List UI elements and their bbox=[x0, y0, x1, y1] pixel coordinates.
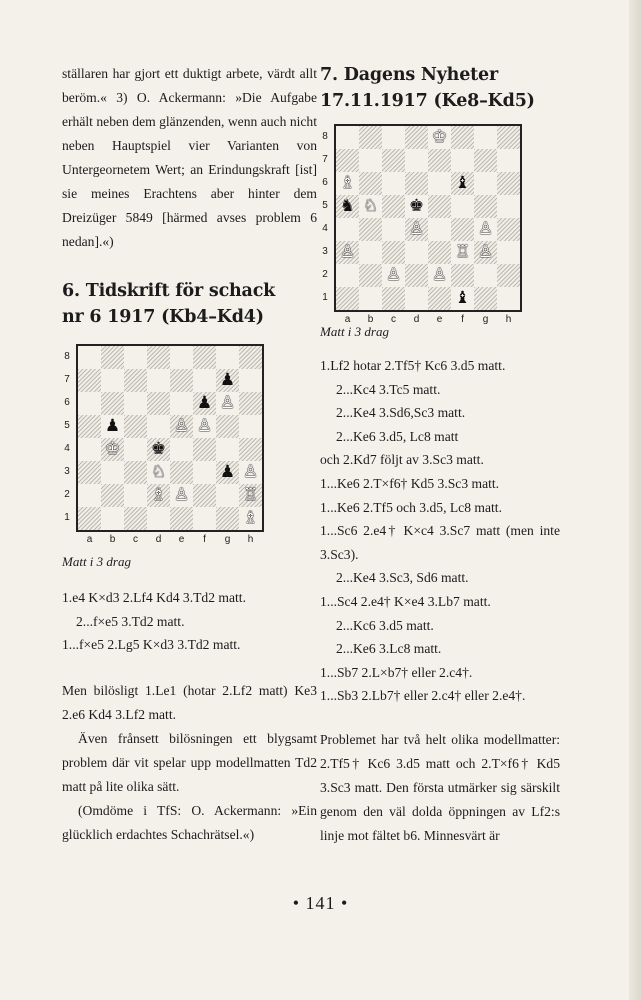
square-d4 bbox=[147, 438, 170, 461]
square-c3 bbox=[124, 461, 147, 484]
square-d7 bbox=[405, 149, 428, 172]
white-king-icon: ♔ bbox=[104, 439, 121, 459]
square-h1 bbox=[239, 507, 262, 530]
square-f6 bbox=[193, 392, 216, 415]
square-a8 bbox=[336, 126, 359, 149]
square-h5 bbox=[497, 195, 520, 218]
square-b1 bbox=[359, 287, 382, 310]
square-f8 bbox=[193, 346, 216, 369]
square-e3 bbox=[428, 241, 451, 264]
square-g7 bbox=[216, 369, 239, 392]
square-h6 bbox=[239, 392, 262, 415]
square-a1 bbox=[336, 287, 359, 310]
square-g2 bbox=[216, 484, 239, 507]
white-pawn-icon: ♙ bbox=[431, 265, 448, 285]
square-g2 bbox=[474, 264, 497, 287]
white-pawn-icon: ♙ bbox=[196, 416, 213, 436]
white-bishop-icon: ♗ bbox=[339, 173, 356, 193]
square-b2 bbox=[101, 484, 124, 507]
black-pawn-icon: ♟ bbox=[196, 393, 213, 413]
right-column bbox=[320, 62, 560, 848]
file-label: h bbox=[247, 534, 254, 545]
square-e5 bbox=[170, 415, 193, 438]
square-d3 bbox=[405, 241, 428, 264]
square-g7 bbox=[474, 149, 497, 172]
square-g8 bbox=[216, 346, 239, 369]
black-king-icon: ♚ bbox=[408, 196, 425, 216]
square-b2 bbox=[359, 264, 382, 287]
square-e5 bbox=[428, 195, 451, 218]
square-h7 bbox=[497, 149, 520, 172]
square-f2 bbox=[193, 484, 216, 507]
white-knight-icon: ♘ bbox=[362, 196, 379, 216]
square-b3 bbox=[359, 241, 382, 264]
file-label: g bbox=[482, 314, 489, 325]
square-f3 bbox=[193, 461, 216, 484]
rank-label: 5 bbox=[64, 420, 70, 431]
white-pawn-icon: ♙ bbox=[173, 416, 190, 436]
square-a7 bbox=[78, 369, 101, 392]
square-a2 bbox=[336, 264, 359, 287]
rank-label: 1 bbox=[64, 512, 70, 523]
square-c4 bbox=[124, 438, 147, 461]
problem-7-caption: Matt i 3 drag bbox=[320, 324, 389, 339]
problem-7-heading-line1: 7. Dagens Nyheter bbox=[320, 65, 498, 85]
comment-paragraph: Även frånsett bilösningen ett blygsamt problem där vit spelar upp modellmatten Td2 matt på lite olika sätt. bbox=[62, 730, 317, 794]
solution-line: 1...f×e5 2.Lg5 K×d3 3.Td2 matt. bbox=[62, 637, 241, 653]
rank-label: 3 bbox=[322, 246, 328, 257]
white-knight-icon: ♘ bbox=[150, 462, 167, 482]
white-pawn-icon: ♙ bbox=[242, 462, 259, 482]
solution-line: 2...Ke4 3.Sc3, Sd6 matt. bbox=[336, 570, 469, 586]
square-e1 bbox=[170, 507, 193, 530]
rank-label: 4 bbox=[64, 443, 70, 454]
left-column bbox=[62, 62, 317, 847]
file-label: d bbox=[155, 534, 162, 545]
chessboard-7 bbox=[334, 124, 522, 312]
white-bishop-icon: ♗ bbox=[242, 508, 259, 528]
square-d5 bbox=[405, 195, 428, 218]
chessboard-6 bbox=[76, 344, 264, 532]
solution-line: 1.Lf2 hotar 2.Tf5† Kc6 3.d5 matt. bbox=[320, 358, 506, 373]
square-a4 bbox=[78, 438, 101, 461]
rank-label: 5 bbox=[322, 200, 328, 211]
solution-line: 1.e4 K×d3 2.Lf4 Kd4 3.Td2 matt. bbox=[62, 590, 246, 605]
solution-line: 1...Sb3 2.Lb7† eller 2.c4† eller 2.e4†. bbox=[320, 688, 526, 704]
square-b5 bbox=[101, 415, 124, 438]
square-b8 bbox=[359, 126, 382, 149]
solution-line: 1...Sc6 2.e4† K×c4 3.Sc7 matt (men inte 3.Sc3). bbox=[320, 523, 560, 562]
square-h4 bbox=[239, 438, 262, 461]
solution-line: 2...Ke6 3.Lc8 matt. bbox=[336, 641, 442, 657]
page-number: • 141 • bbox=[292, 893, 349, 913]
file-label: c bbox=[133, 534, 138, 545]
square-c6 bbox=[382, 172, 405, 195]
file-label: b bbox=[367, 314, 374, 325]
square-f8 bbox=[451, 126, 474, 149]
solution-line: 2...f×e5 3.Td2 matt. bbox=[76, 613, 185, 629]
square-g1 bbox=[216, 507, 239, 530]
problem-7-diagram bbox=[320, 114, 560, 324]
white-pawn-icon: ♙ bbox=[477, 242, 494, 262]
square-a5 bbox=[336, 195, 359, 218]
square-h4 bbox=[497, 218, 520, 241]
square-h3 bbox=[497, 241, 520, 264]
file-label: e bbox=[436, 314, 443, 325]
square-e1 bbox=[428, 287, 451, 310]
solution-line: 2...Kc6 3.d5 matt. bbox=[336, 617, 434, 633]
square-f4 bbox=[193, 438, 216, 461]
square-c5 bbox=[124, 415, 147, 438]
square-c8 bbox=[124, 346, 147, 369]
square-e7 bbox=[428, 149, 451, 172]
square-g6 bbox=[216, 392, 239, 415]
square-c2 bbox=[382, 264, 405, 287]
square-c7 bbox=[382, 149, 405, 172]
solution-line: 2...Kc4 3.Tc5 matt. bbox=[336, 381, 441, 397]
square-b7 bbox=[101, 369, 124, 392]
rank-label: 6 bbox=[64, 397, 70, 408]
problem-7-heading-line2: 17.11.1917 (Ke8–Kd5) bbox=[320, 91, 535, 111]
square-f5 bbox=[451, 195, 474, 218]
square-d4 bbox=[405, 218, 428, 241]
square-c2 bbox=[124, 484, 147, 507]
white-rook-icon: ♖ bbox=[242, 485, 259, 505]
white-pawn-icon: ♙ bbox=[219, 393, 236, 413]
problem-6-heading-line2: nr 6 1917 (Kb4–Kd4) bbox=[62, 307, 264, 327]
file-label: a bbox=[344, 314, 351, 325]
square-h6 bbox=[497, 172, 520, 195]
rank-label: 2 bbox=[64, 489, 70, 500]
problem-6-heading-line1: 6. Tidskrift för schack bbox=[62, 281, 276, 301]
square-d8 bbox=[147, 346, 170, 369]
square-f3 bbox=[451, 241, 474, 264]
square-a7 bbox=[336, 149, 359, 172]
square-b1 bbox=[101, 507, 124, 530]
square-h8 bbox=[239, 346, 262, 369]
square-c1 bbox=[382, 287, 405, 310]
problem-7-solution bbox=[320, 354, 560, 708]
file-label: f bbox=[203, 534, 206, 545]
square-g8 bbox=[474, 126, 497, 149]
black-pawn-icon: ♟ bbox=[104, 416, 121, 436]
file-label: a bbox=[86, 534, 93, 545]
square-a3 bbox=[78, 461, 101, 484]
square-d3 bbox=[147, 461, 170, 484]
square-h2 bbox=[497, 264, 520, 287]
problem-6-solution bbox=[62, 586, 317, 657]
square-g4 bbox=[216, 438, 239, 461]
square-b4 bbox=[359, 218, 382, 241]
square-d5 bbox=[147, 415, 170, 438]
square-h2 bbox=[239, 484, 262, 507]
rank-label: 7 bbox=[64, 374, 70, 385]
square-e2 bbox=[428, 264, 451, 287]
square-c8 bbox=[382, 126, 405, 149]
solution-line: 1...Sc4 2.e4† K×e4 3.Lb7 matt. bbox=[320, 593, 491, 609]
page-edge bbox=[629, 0, 641, 1000]
square-a3 bbox=[336, 241, 359, 264]
black-pawn-icon: ♟ bbox=[219, 462, 236, 482]
square-d2 bbox=[405, 264, 428, 287]
file-label: h bbox=[505, 314, 512, 325]
square-e4 bbox=[170, 438, 193, 461]
black-bishop-icon: ♝ bbox=[454, 288, 471, 308]
square-h8 bbox=[497, 126, 520, 149]
black-king-icon: ♚ bbox=[150, 439, 167, 459]
square-e3 bbox=[170, 461, 193, 484]
square-e8 bbox=[428, 126, 451, 149]
square-f1 bbox=[193, 507, 216, 530]
square-a6 bbox=[78, 392, 101, 415]
square-g5 bbox=[216, 415, 239, 438]
intro-paragraph: ställaren har gjort ett duktigt arbete, värdt allt beröm.« 3) O. Ackermann: »Die Aufgabe erhält neben dem glänzenden, wenn auch nicht neben Hauptspiel vier Varianten von Untergeornetem Wert; an Erindungskraft [ist] sie meines Erachtens aber hinter dem Dreizüger 5849 [härmed avses problem 6 nedan].«) bbox=[62, 66, 317, 249]
file-label: b bbox=[109, 534, 116, 545]
rank-label: 8 bbox=[322, 131, 328, 142]
square-h7 bbox=[239, 369, 262, 392]
square-a1 bbox=[78, 507, 101, 530]
closing-paragraph: Problemet har två helt olika modellmatter: 2.Tf5† Kc6 3.d5 matt och 2.T×f6† Kd5 3.Sc3 matt. Den första utmärker sig särskilt genom den väl dolda öppningen av Lf2:s linje mot fältet b6. Minnesvärt är bbox=[320, 731, 560, 843]
square-e7 bbox=[170, 369, 193, 392]
square-c3 bbox=[382, 241, 405, 264]
square-f2 bbox=[451, 264, 474, 287]
square-b6 bbox=[359, 172, 382, 195]
rank-label: 8 bbox=[64, 351, 70, 362]
square-f4 bbox=[451, 218, 474, 241]
square-e6 bbox=[170, 392, 193, 415]
square-g3 bbox=[474, 241, 497, 264]
square-g5 bbox=[474, 195, 497, 218]
square-c6 bbox=[124, 392, 147, 415]
problem-6-caption: Matt i 3 drag bbox=[62, 554, 131, 569]
black-knight-icon: ♞ bbox=[339, 196, 356, 216]
square-g1 bbox=[474, 287, 497, 310]
solution-line: 2...Ke4 3.Sd6,Sc3 matt. bbox=[336, 405, 466, 421]
white-pawn-icon: ♙ bbox=[477, 219, 494, 239]
black-pawn-icon: ♟ bbox=[219, 370, 236, 390]
rank-label: 3 bbox=[64, 466, 70, 477]
square-g3 bbox=[216, 461, 239, 484]
solution-line: 1...Sb7 2.L×b7† eller 2.c4†. bbox=[320, 664, 473, 680]
square-d2 bbox=[147, 484, 170, 507]
square-f1 bbox=[451, 287, 474, 310]
square-d1 bbox=[147, 507, 170, 530]
square-a8 bbox=[78, 346, 101, 369]
square-g4 bbox=[474, 218, 497, 241]
square-h5 bbox=[239, 415, 262, 438]
square-g6 bbox=[474, 172, 497, 195]
square-c4 bbox=[382, 218, 405, 241]
solution-line: 1...Ke6 2.Tf5 och 3.d5, Lc8 matt. bbox=[320, 499, 502, 515]
white-king-icon: ♔ bbox=[431, 127, 448, 147]
square-e6 bbox=[428, 172, 451, 195]
square-f7 bbox=[451, 149, 474, 172]
square-d7 bbox=[147, 369, 170, 392]
white-rook-icon: ♖ bbox=[454, 242, 471, 262]
square-b5 bbox=[359, 195, 382, 218]
solution-line: 2...Ke6 3.d5, Lc8 matt bbox=[336, 428, 459, 444]
square-e2 bbox=[170, 484, 193, 507]
square-b8 bbox=[101, 346, 124, 369]
square-c1 bbox=[124, 507, 147, 530]
square-f7 bbox=[193, 369, 216, 392]
rank-label: 7 bbox=[322, 154, 328, 165]
solution-line: 1...Ke6 2.T×f6† Kd5 3.Sc3 matt. bbox=[320, 475, 500, 491]
file-label: e bbox=[178, 534, 185, 545]
white-pawn-icon: ♙ bbox=[173, 485, 190, 505]
square-b6 bbox=[101, 392, 124, 415]
square-f5 bbox=[193, 415, 216, 438]
square-d1 bbox=[405, 287, 428, 310]
rank-label: 2 bbox=[322, 269, 328, 280]
square-a5 bbox=[78, 415, 101, 438]
black-bishop-icon: ♝ bbox=[454, 173, 471, 193]
square-h3 bbox=[239, 461, 262, 484]
file-label: g bbox=[224, 534, 231, 545]
file-label: c bbox=[391, 314, 396, 325]
square-e4 bbox=[428, 218, 451, 241]
square-e8 bbox=[170, 346, 193, 369]
square-f6 bbox=[451, 172, 474, 195]
rank-label: 6 bbox=[322, 177, 328, 188]
rank-label: 4 bbox=[322, 223, 328, 234]
cook-paragraph: Men bilösligt 1.Le1 (hotar 2.Lf2 matt) Ke3 2.e6 Kd4 3.Lf2 matt. bbox=[62, 682, 317, 722]
square-b3 bbox=[101, 461, 124, 484]
square-d6 bbox=[147, 392, 170, 415]
solution-line: och 2.Kd7 följt av 3.Sc3 matt. bbox=[320, 452, 484, 468]
white-pawn-icon: ♙ bbox=[408, 219, 425, 239]
square-h1 bbox=[497, 287, 520, 310]
square-a6 bbox=[336, 172, 359, 195]
file-label: f bbox=[461, 314, 464, 325]
white-pawn-icon: ♙ bbox=[339, 242, 356, 262]
file-label: d bbox=[413, 314, 420, 325]
square-a2 bbox=[78, 484, 101, 507]
square-d6 bbox=[405, 172, 428, 195]
white-pawn-icon: ♙ bbox=[385, 265, 402, 285]
square-c7 bbox=[124, 369, 147, 392]
square-b4 bbox=[101, 438, 124, 461]
square-c5 bbox=[382, 195, 405, 218]
white-bishop-icon: ♗ bbox=[150, 485, 167, 505]
judgement-paragraph: (Omdöme i TfS: O. Ackermann: »Ein glücklich erdachtes Schachrätsel.«) bbox=[62, 802, 317, 842]
rank-label: 1 bbox=[322, 292, 328, 303]
square-a4 bbox=[336, 218, 359, 241]
square-b7 bbox=[359, 149, 382, 172]
problem-6-diagram bbox=[62, 330, 317, 545]
square-d8 bbox=[405, 126, 428, 149]
